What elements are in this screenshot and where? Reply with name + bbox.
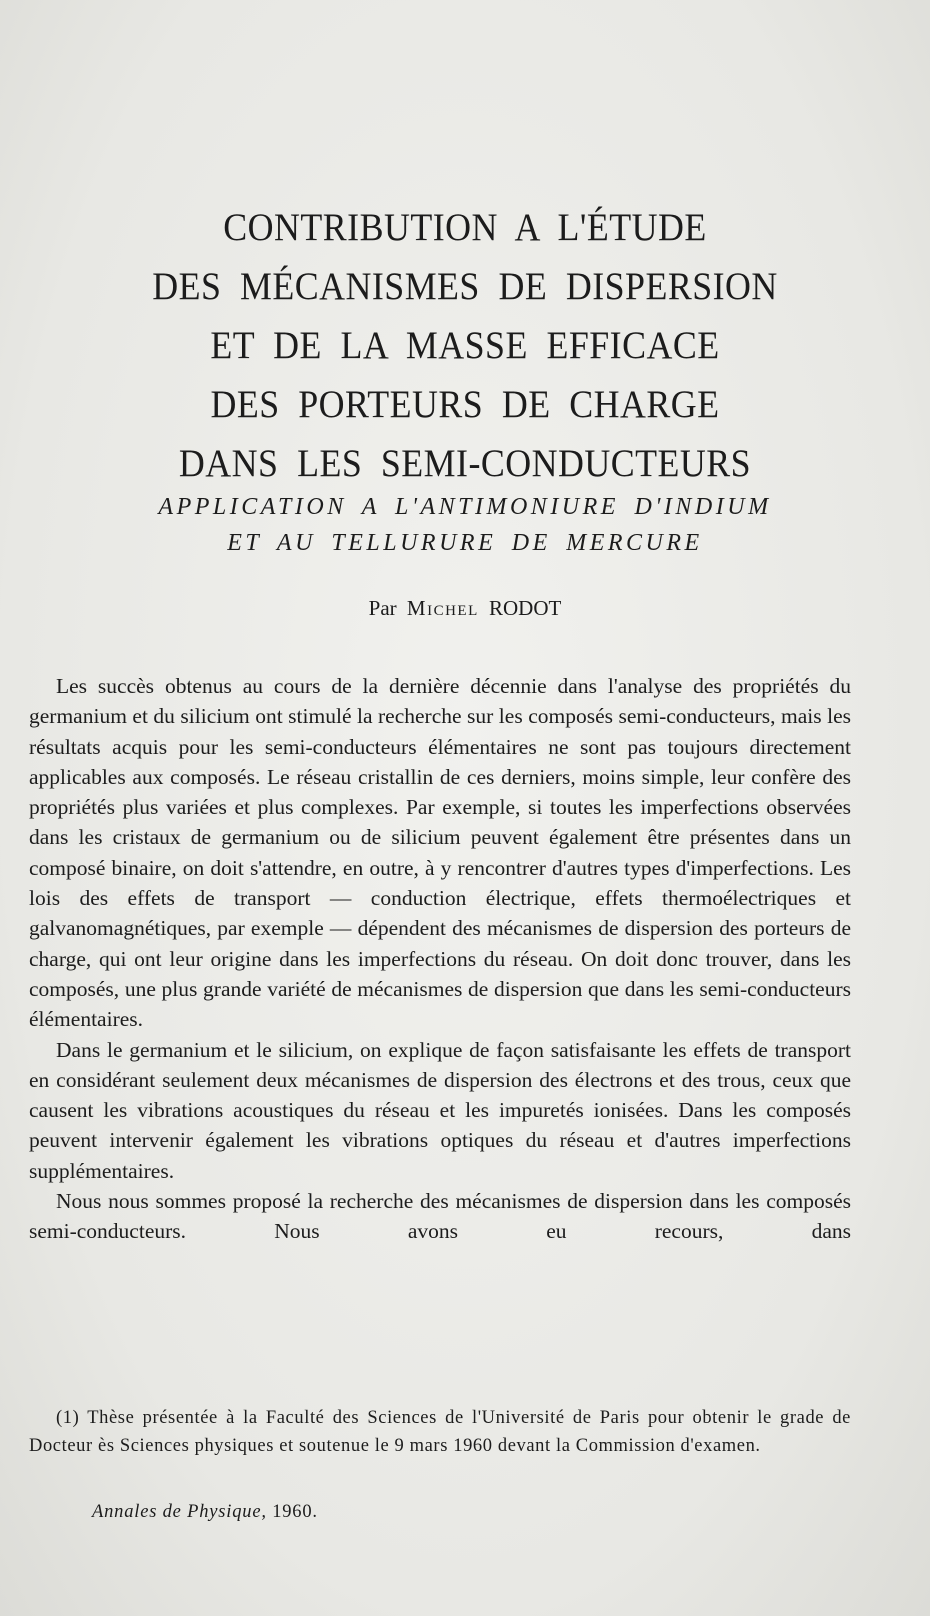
author-byline [0, 596, 930, 621]
footnote [29, 1405, 851, 1460]
journal-name: Annales de Physique, [92, 1502, 267, 1522]
author-last-name: RODOT [489, 596, 562, 620]
author-first-name: Michel [406, 596, 479, 620]
paragraph: Les succès obtenus au cours de la dernière décennie dans l'analyse des propriétés du germanium et du silicium ont stimulé la recherche sur les composés semi-conducteurs, mais les résultats acquis pour les semi-conducteurs élémentaires ne sont pas toujours directement applicables aux composés. Le réseau cristallin de ces derniers, moins simple, leur confère des propriétés plus variées et plus complexes. Par exemple, si toutes les imperfections observées dans les cristaux de germanium ou de silicium peuvent également être présentes dans un composé binaire, on doit s'attendre, en outre, à y rencontrer d'autres types d'imperfections. Les lois des effets de transport — conduction électrique, effets thermoélectriques et galvanomagnétiques, par exemple — dépendent des mécanismes de dispersion des porteurs de charge, qui ont leur origine dans les imperfections du réseau. On doit donc trouver, dans les composés, une plus grande variété de mécanismes de dispersion que dans les semi-conducteurs élémentaires. [29, 674, 851, 1032]
paragraph: Dans le germanium et le silicium, on explique de façon satisfaisante les effets de transport en considérant seulement deux mécanismes de dispersion des électrons et des trous, ceux que causent les vibrations acoustiques du réseau et les impuretés ionisées. Dans les composés peuvent intervenir également les vibrations optiques du réseau et d'autres imperfections supplémentaires. [29, 1037, 851, 1183]
title-line: DANS LES SEMI-CONDUCTEURS [178, 442, 752, 485]
author-prefix: Par [368, 596, 397, 620]
footnote-marker: (1) [56, 1408, 80, 1428]
article-subtitle [0, 489, 930, 561]
journal-year: 1960. [272, 1502, 318, 1522]
subtitle-line: ET AU TELLURURE DE MERCURE [227, 530, 703, 556]
article-title [0, 198, 930, 493]
title-line: ET DE LA MASSE EFFICACE [210, 324, 720, 367]
title-line: DES MÉCANISMES DE DISPERSION [152, 265, 778, 308]
footnote-text: Thèse présentée à la Faculté des Sciences de l'Université de Paris pour obtenir le grade de Docteur ès Sciences physiques et soutenue le 9 mars 1960 devant la Commission d'examen. [29, 1408, 851, 1456]
title-line: DES PORTEURS DE CHARGE [210, 383, 720, 426]
body-text [29, 671, 851, 1247]
subtitle-line: APPLICATION A L'ANTIMONIURE D'INDIUM [158, 494, 772, 520]
paragraph: Nous nous sommes proposé la recherche des mécanismes de dispersion dans les composés semi-conducteurs. Nous avons eu recours, dans [29, 1189, 851, 1244]
journal-reference [92, 1502, 318, 1523]
title-line: CONTRIBUTION A L'ÉTUDE [223, 206, 707, 249]
